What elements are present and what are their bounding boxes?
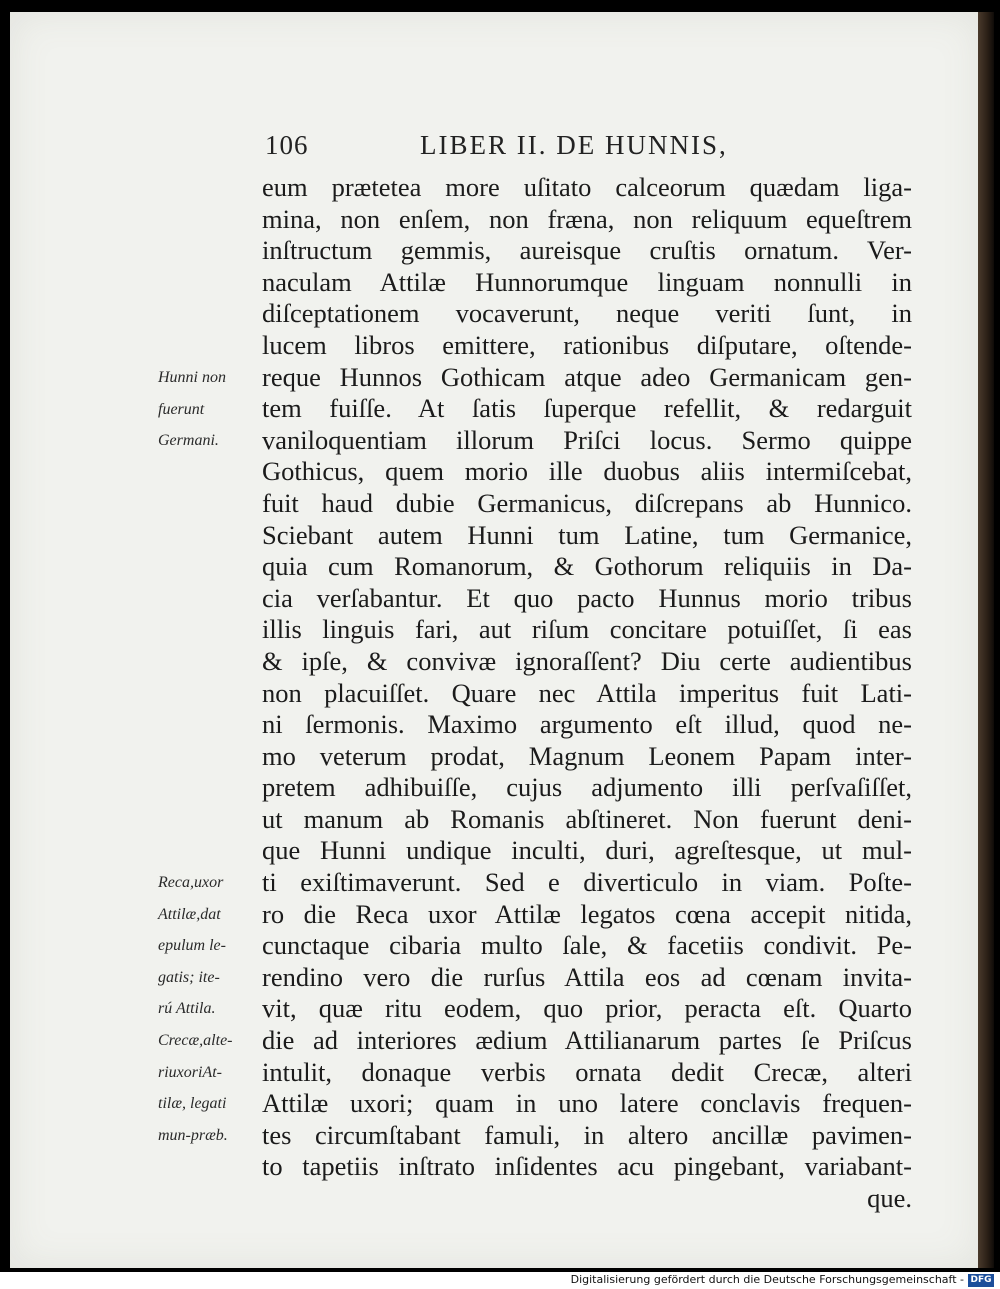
marginal-note-line: epulum le- [158,937,226,955]
text-line: vit, quæ ritu eodem, quo prior, peracta eſt. Quarto [262,993,912,1024]
text-line: pretem adhibuiſſe, cujus adjumento illi perſvaſiſſet, [262,772,912,803]
text-line: ni ſermonis. Maximo argumento eſt illud, quod ne- [262,709,912,740]
text-line: tem fuiſſe. At ſatis ſuperque refellit, & redarguit [262,393,912,424]
marginal-note-creca [158,1025,262,1151]
text-line: quia cum Romanorum, & Gothorum reliquiis in Da- [262,551,912,582]
text-line: cunctaque cibaria multo ſale, & facetiis condivit. Pe- [262,930,912,961]
text-line: fuit haud dubie Germanicus, diſcrepans ab Hunnico. [262,487,912,518]
dfg-logo: DFG [968,1274,994,1287]
text-line: eum prætetea more uſitato calceorum quædam liga- [262,172,912,202]
text-line: Attilæ uxori; quam in uno latere conclavis frequen- [262,1088,912,1119]
text-line: vaniloquentiam illorum Priſci locus. Sermo quippe [262,424,912,455]
body-text [262,172,912,1215]
marginal-note-line: gatis; ite- [158,968,220,986]
text-line: mo veterum prodat, Magnum Leonem Papam inter- [262,740,912,771]
text-line: tes circumſtabant famuli, in altero ancillæ pavimen- [262,1119,912,1150]
marginal-note-line: Attilæ,dat [158,905,221,923]
text-line: & ipſe, & convivæ ignoraſſent? Diu certe audientibus [262,645,912,676]
text-line: Sciebant autem Hunni tum Latine, tum Germanice, [262,519,912,550]
marginal-note-line: fuerunt [158,400,205,418]
marginal-note-line: Hunni non [158,369,226,386]
marginal-note-line: tilæ, legati [158,1095,227,1113]
text-line: rendino vero die rurſus Attila eos ad cœnam invita- [262,961,912,992]
marginal-note-reca [158,867,262,1025]
text-line: que Hunni undique inculti, duri, agreſtesque, ut mul- [262,835,912,866]
text-line: to tapetiis inſtrato inſidentes acu pingebant, variabant- [262,1151,912,1182]
marginal-note-line: Crecæ,alte- [158,1032,233,1049]
running-title: LIBER II. DE HUNNIS, [420,130,728,160]
digitization-footer [0,1272,1000,1289]
text-line: ro die Reca uxor Attilæ legatos cœna accepit nitida, [262,898,912,929]
marginal-note-line: riuxoriAt- [158,1063,222,1081]
page-number: 106 [265,130,309,160]
text-line: illis linguis fari, aut riſum concitare potuiſſet, ſi eas [262,614,912,645]
text-line: reque Hunnos Gothicam atque adeo Germanicam gen- [262,361,912,392]
marginal-note-line: rú Attila. [158,1000,216,1018]
text-line: naculam Attilæ Hunnorumque linguam nonnulli in [262,266,912,297]
funding-credit: Digitalisierung gefördert durch die Deutsche Forschungsgemeinschaft - [570,1273,964,1286]
text-line: lucem libros emittere, rationibus diſputare, oſtende- [262,329,912,360]
marginal-note-line: Reca,uxor [158,874,224,891]
running-head [265,130,925,170]
book-edge [978,12,994,1268]
text-line: cia verſabantur. Et quo pacto Hunnus morio tribus [262,582,912,613]
text-line: non placuiſſet. Quare nec Attila imperitus fuit Lati- [262,677,912,708]
text-line: die ad interiores ædium Attilianarum partes ſe Priſcus [262,1025,912,1056]
text-line: que. [867,1183,912,1213]
marginal-note-line: mun-præb. [158,1126,228,1144]
text-line: inſtructum gemmis, aureisque cruſtis ornatum. Ver- [262,235,912,266]
text-line: ut manum ab Romanis abſtineret. Non fuerunt deni- [262,803,912,834]
marginal-note-line: Germani. [158,432,219,450]
marginal-note-hunni [158,362,262,457]
text-line: intulit, donaque verbis ornata dedit Crecæ, alteri [262,1056,912,1087]
text-line: diſceptationem vocaverunt, neque veriti ſunt, in [262,298,912,329]
text-line: ti exiſtimaverunt. Sed e diverticulo in viam. Poſte- [262,867,912,898]
text-line: mina, non enſem, non fræna, non reliquum equeſtrem [262,203,912,234]
text-line: Gothicus, quem morio ille duobus aliis intermiſcebat, [262,456,912,487]
